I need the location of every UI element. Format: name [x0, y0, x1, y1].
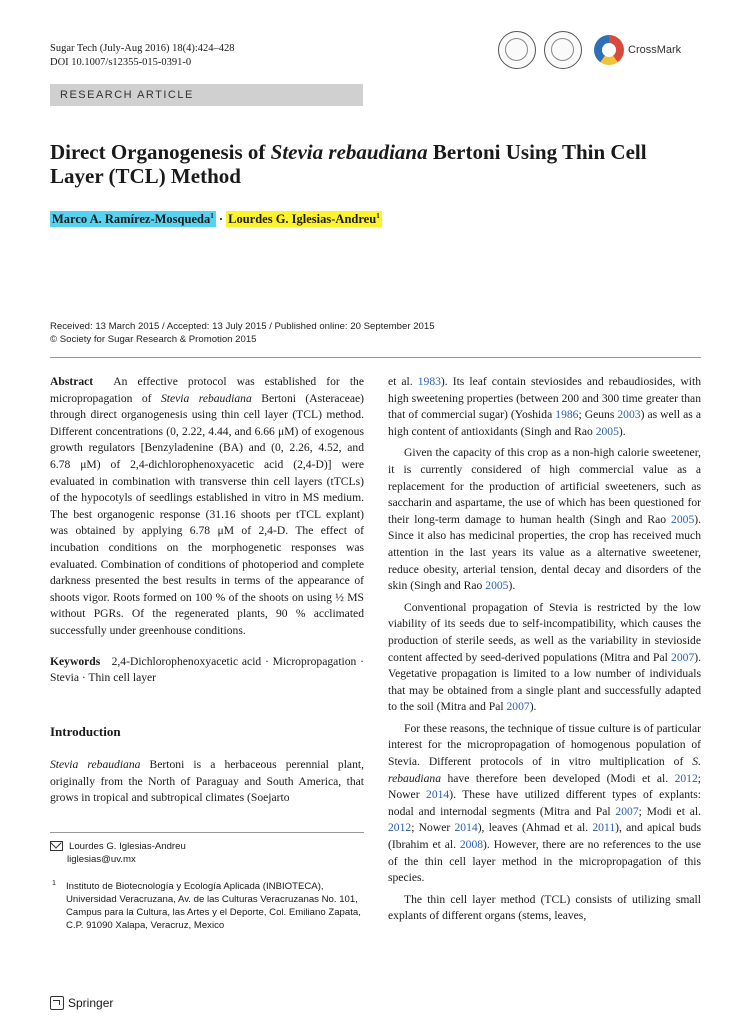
crossmark-link[interactable]	[594, 35, 681, 65]
abstract-species: Stevia rebaudiana	[160, 391, 252, 405]
journal-doi: DOI 10.1007/s12355-015-0391-0	[50, 57, 192, 68]
crossmark-label: CrossMark	[628, 44, 682, 56]
citation-link[interactable]: 2014	[454, 821, 478, 835]
text: ; Geuns	[578, 408, 618, 422]
citation-link[interactable]: 1983	[417, 375, 441, 388]
text: ; Nower	[411, 821, 455, 835]
journal-citation: Sugar Tech (July-Aug 2016) 18(4):424–428	[50, 43, 235, 54]
affiliation-footnote	[50, 880, 364, 932]
citation-link[interactable]: 2005	[671, 512, 695, 526]
abstract-text-1: An effective protocol was established for the micropropagation of	[50, 375, 365, 405]
envelope-icon	[50, 841, 63, 851]
citation-link[interactable]: 2012	[674, 771, 698, 785]
citation-link[interactable]: 2005	[595, 424, 619, 438]
text: ). These have utilized different types of explants: nodal and internodal segments (Mitra and Pal	[388, 788, 701, 818]
citation-link[interactable]: 2008	[459, 838, 484, 852]
header-logos	[498, 30, 681, 70]
text: ). Vegetative propagation is limited to a low number of individuals that may be obtained from a single plant and successfully adapted to the soil (Mitra and Pal	[388, 650, 701, 714]
text: Given the capacity of this crop as a non-high calorie sweetener, it is currently considered of high commercial value as a replacement for the production of artificial sweeteners, such as saccharin and aspartame, the use of which has been questioned for their long-term damage to human health (Singh and Rao	[388, 446, 701, 526]
publisher-logo	[50, 996, 113, 1010]
citation-link[interactable]: 2014	[426, 788, 450, 802]
paragraph-3	[388, 600, 701, 716]
springer-horse-icon	[50, 996, 64, 1010]
text: ).	[529, 700, 537, 714]
article-type-banner: RESEARCH ARTICLE	[50, 84, 363, 106]
affiliation-number: 1	[52, 880, 56, 887]
keywords	[50, 654, 364, 687]
text: et al.	[388, 375, 418, 388]
author-1-name: Marco A. Ramírez-Mosqueda	[52, 212, 211, 227]
citation-link[interactable]: 2005	[485, 579, 509, 593]
journal-header	[50, 42, 235, 70]
author-2[interactable]	[226, 211, 382, 227]
text: ).	[508, 579, 516, 593]
received-dates: Received: 13 March 2015 / Accepted: 13 July 2015 / Published online: 20 September 2015	[50, 321, 435, 332]
title-part2: Bertoni Using Thin Cell Layer (TCL) Method	[50, 140, 647, 188]
keywords-label: Keywords	[50, 654, 101, 668]
publisher-name: Springer	[68, 996, 114, 1010]
divider	[50, 357, 701, 358]
text: ), and apical buds (Ibrahim et al.	[388, 821, 701, 852]
paragraph-5: The thin cell layer method (TCL) consists of utilizing small explants of different organs (stems, leaves,	[388, 892, 701, 923]
intro-text: Bertoni is a herbaceous perennial plant, originally from the North of Paraguay and South America, that grows in tropical and subtropical climates (Soejarto	[50, 758, 364, 805]
title-part1: Direct Organogenesis of	[50, 140, 271, 164]
footnote-divider	[50, 832, 364, 833]
author-2-name: Lourdes G. Iglesias-Andreu	[228, 212, 377, 227]
text: ). However, there are no references to the use of the thin cell layer method in the micropropagation of this species.	[388, 838, 702, 885]
society-seal-icon	[498, 31, 536, 69]
keywords-text: 2,4-Dichlorophenoxyacetic acid · Micropropagation · Stevia · Thin cell layer	[50, 654, 364, 685]
crossmark-icon	[594, 35, 624, 65]
article-title	[50, 140, 690, 188]
paragraph-2	[388, 445, 701, 594]
citation-link[interactable]: 2007	[671, 650, 695, 664]
text: ) as well as a high content of antioxidants (Singh and Rao	[388, 408, 701, 438]
text: ; Nower	[388, 771, 701, 802]
right-column	[388, 374, 701, 925]
contact-email-link[interactable]: liglesias@uv.mx	[67, 854, 136, 865]
paragraph-1	[388, 374, 701, 440]
abstract	[50, 374, 364, 640]
citation-link[interactable]: 2011	[592, 821, 616, 835]
citation-link[interactable]: 1986	[555, 408, 579, 422]
text: Conventional propagation of Stevia is restricted by the low viability of its seeds due to self-incompatibility, which causes the production of sterile seeds, as well as the variability in stevioside content affected by seed-derived populations (Mitra and Pal	[388, 600, 701, 664]
title-species: Stevia rebaudiana	[270, 140, 428, 164]
affiliation-text: Instituto de Biotecnología y Ecología Aplicada (INBIOTECA), Universidad Veracruzana, Av. de las Culturas Veracruzanas No. 101, Campus para la Cultura, las Artes y el Deporte, Col. Emiliano Zapata, C.P. 91090 Xalapa, Veracruz, Mexico	[66, 881, 361, 931]
introduction-heading: Introduction	[50, 723, 121, 739]
text: have therefore been developed (Modi et al.	[441, 771, 675, 785]
author-2-affil: 1	[376, 212, 380, 220]
paragraph-4	[388, 721, 701, 887]
author-1-affil: 1	[210, 212, 214, 220]
abstract-text-2: Bertoni (Asteraceae) through direct organogenesis using thin cell layer (TCL) method. Different concentrations (0, 2.22, 4.44, and 6.66 μM) of exogenous growth regulators [Benzyladenine (BA) and (0, 2.26, 4.52, and 6.78 μM) of 2,4-dichlorophenoxyacetic acid (2,4-D)] were evaluated in combination with transverse thin cell layers (tTCLs) of the hypocotyls of seedlings established in vitro in MS medium. The best organogenic response (31.16 shoots per tTCL explant) was obtained by applying 6.78 μM of 2,4-D. The effect of incubation conditions on the morphogenetic responses was evaluated. Combination of conditions of photoperiod and complete darkness presented the best results in terms of the appearance of shoots vigor. Roots formed on 100 % of the shoots on using ½ MS without PGRs. Of the regenerated plants, 90 % acclimated successfully under greenhouse conditions.	[50, 391, 364, 637]
text: ). Since it also has medicinal properties, the crop has received much attention in the last years its value as a alternative sweetener, reduce obesity, arterial tension, dental decay and disorders of the skin (Singh and Rao	[388, 512, 701, 593]
species-name: S. rebaudiana	[388, 755, 701, 785]
citation-link[interactable]: 2012	[388, 821, 412, 835]
corresponding-author	[50, 840, 186, 866]
citation-link[interactable]: 2007	[615, 804, 639, 818]
text: ). Its leaf contain steviosides and rebaudiosides, with high sweetening properties (between 200 and 300 time greater than that of commercial sugar) (Yoshida	[388, 375, 701, 422]
author-list	[50, 207, 382, 228]
left-column	[50, 374, 364, 807]
intro-species: Stevia rebaudiana	[50, 758, 141, 772]
text: For these reasons, the technique of tissue culture is of particular interest for the micropropagation of homogenous population of Stevia. Different protocols of in vitro multiplication of	[388, 721, 701, 769]
text: ; Modi et al.	[638, 804, 701, 818]
abstract-label: Abstract	[50, 375, 94, 388]
copyright: © Society for Sugar Research & Promotion 2015	[50, 334, 257, 345]
text: ).	[618, 424, 626, 438]
ispsu-seal-icon	[544, 31, 582, 69]
citation-link[interactable]: 2007	[506, 700, 530, 714]
intro-paragraph	[50, 757, 364, 807]
article-dates	[50, 320, 700, 346]
author-separator: ·	[215, 212, 227, 227]
contact-name: Lourdes G. Iglesias-Andreu	[69, 841, 186, 852]
author-1[interactable]	[50, 211, 216, 227]
citation-link[interactable]: 2003	[617, 408, 641, 422]
text: ), leaves (Ahmad et al.	[477, 821, 593, 835]
